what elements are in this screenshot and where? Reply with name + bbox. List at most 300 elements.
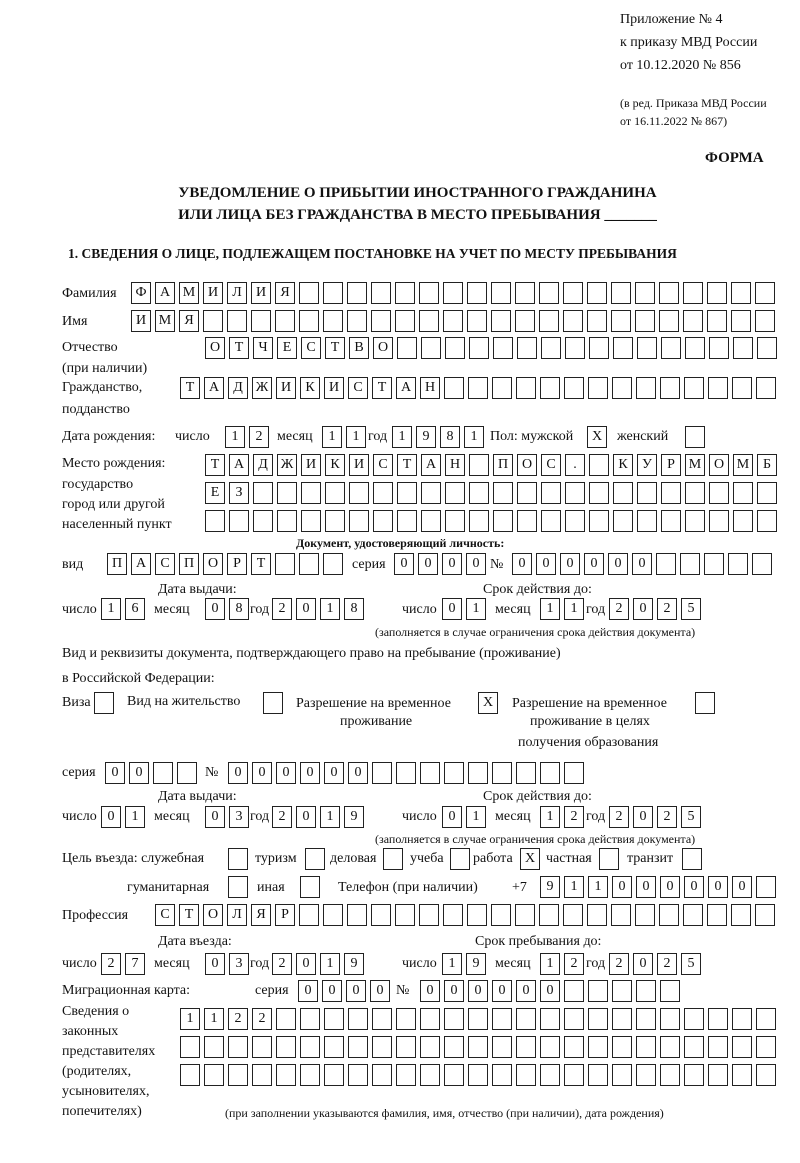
char-cell[interactable] xyxy=(395,310,415,332)
char-cell[interactable] xyxy=(348,1008,368,1030)
char-cell[interactable]: М xyxy=(733,454,753,476)
char-cell[interactable]: 0 xyxy=(105,762,125,784)
char-cell[interactable]: А xyxy=(131,553,151,575)
char-cell[interactable] xyxy=(728,553,748,575)
char-cell[interactable]: 5 xyxy=(681,953,701,975)
char-cell[interactable]: 0 xyxy=(468,980,488,1002)
char-cell[interactable]: О xyxy=(203,904,223,926)
char-cell[interactable] xyxy=(324,1036,344,1058)
char-cell[interactable] xyxy=(588,1036,608,1058)
char-cell[interactable] xyxy=(372,1036,392,1058)
char-cell[interactable] xyxy=(493,510,513,532)
char-cell[interactable] xyxy=(468,1036,488,1058)
char-cell[interactable]: 1 xyxy=(540,806,560,828)
char-cell[interactable]: 0 xyxy=(346,980,366,1002)
char-cell[interactable] xyxy=(707,282,727,304)
char-cell[interactable]: 1 xyxy=(101,598,121,620)
char-cell[interactable] xyxy=(444,1036,464,1058)
char-cell[interactable] xyxy=(612,377,632,399)
purpose-humanitarian-checkbox[interactable] xyxy=(228,876,248,898)
char-cell[interactable] xyxy=(683,904,703,926)
char-cell[interactable] xyxy=(420,1064,440,1086)
char-cell[interactable] xyxy=(419,310,439,332)
char-cell[interactable]: И xyxy=(203,282,223,304)
char-cell[interactable] xyxy=(756,1036,776,1058)
char-cell[interactable]: 0 xyxy=(442,553,462,575)
char-cell[interactable] xyxy=(612,1064,632,1086)
char-cell[interactable] xyxy=(756,1008,776,1030)
char-cell[interactable] xyxy=(516,377,536,399)
rd-valid-year[interactable] xyxy=(609,806,701,828)
char-cell[interactable] xyxy=(349,510,369,532)
char-cell[interactable] xyxy=(637,482,657,504)
char-cell[interactable]: 0 xyxy=(633,598,653,620)
char-cell[interactable] xyxy=(445,510,465,532)
char-cell[interactable]: 0 xyxy=(540,980,560,1002)
char-cell[interactable] xyxy=(492,1036,512,1058)
name-field[interactable] xyxy=(131,310,775,332)
char-cell[interactable] xyxy=(709,482,729,504)
char-cell[interactable]: 1 xyxy=(588,876,608,898)
char-cell[interactable]: О xyxy=(709,454,729,476)
char-cell[interactable] xyxy=(589,454,609,476)
char-cell[interactable]: С xyxy=(155,904,175,926)
reps-line2[interactable] xyxy=(180,1036,776,1058)
char-cell[interactable]: 8 xyxy=(440,426,460,448)
char-cell[interactable] xyxy=(419,282,439,304)
char-cell[interactable] xyxy=(636,1008,656,1030)
char-cell[interactable] xyxy=(469,454,489,476)
char-cell[interactable] xyxy=(684,1036,704,1058)
rd-valid-day[interactable] xyxy=(442,806,486,828)
char-cell[interactable] xyxy=(348,1064,368,1086)
char-cell[interactable] xyxy=(684,1064,704,1086)
char-cell[interactable]: 2 xyxy=(609,953,629,975)
char-cell[interactable] xyxy=(515,310,535,332)
char-cell[interactable]: 9 xyxy=(344,806,364,828)
char-cell[interactable]: 0 xyxy=(296,598,316,620)
char-cell[interactable]: К xyxy=(300,377,320,399)
char-cell[interactable]: 5 xyxy=(681,806,701,828)
char-cell[interactable]: 1 xyxy=(564,598,584,620)
entry-day[interactable] xyxy=(101,953,145,975)
char-cell[interactable]: В xyxy=(349,337,369,359)
id-valid-day[interactable] xyxy=(442,598,486,620)
char-cell[interactable]: 1 xyxy=(320,806,340,828)
char-cell[interactable] xyxy=(299,282,319,304)
char-cell[interactable] xyxy=(421,510,441,532)
char-cell[interactable]: А xyxy=(229,454,249,476)
char-cell[interactable] xyxy=(275,310,295,332)
char-cell[interactable] xyxy=(708,1008,728,1030)
birth-year-field[interactable] xyxy=(392,426,484,448)
rd-issue-day[interactable] xyxy=(101,806,145,828)
char-cell[interactable]: О xyxy=(373,337,393,359)
id-kind-field[interactable] xyxy=(107,553,343,575)
char-cell[interactable]: 1 xyxy=(464,426,484,448)
char-cell[interactable] xyxy=(325,482,345,504)
char-cell[interactable] xyxy=(396,1008,416,1030)
char-cell[interactable] xyxy=(517,482,537,504)
char-cell[interactable] xyxy=(252,1036,272,1058)
char-cell[interactable] xyxy=(492,762,512,784)
purpose-official-checkbox[interactable] xyxy=(228,848,248,870)
char-cell[interactable]: Р xyxy=(227,553,247,575)
birthplace-line2[interactable] xyxy=(205,482,777,504)
char-cell[interactable]: 0 xyxy=(348,762,368,784)
char-cell[interactable] xyxy=(637,510,657,532)
char-cell[interactable]: 0 xyxy=(632,553,652,575)
char-cell[interactable]: П xyxy=(493,454,513,476)
char-cell[interactable] xyxy=(324,1008,344,1030)
char-cell[interactable] xyxy=(732,1064,752,1086)
char-cell[interactable]: Ч xyxy=(253,337,273,359)
char-cell[interactable] xyxy=(300,1036,320,1058)
char-cell[interactable] xyxy=(565,482,585,504)
char-cell[interactable] xyxy=(756,377,776,399)
char-cell[interactable] xyxy=(757,337,777,359)
char-cell[interactable]: 1 xyxy=(322,426,342,448)
char-cell[interactable]: И xyxy=(131,310,151,332)
char-cell[interactable] xyxy=(731,310,751,332)
char-cell[interactable] xyxy=(347,904,367,926)
char-cell[interactable]: . xyxy=(565,454,585,476)
char-cell[interactable] xyxy=(443,282,463,304)
stay-until-day[interactable] xyxy=(442,953,486,975)
char-cell[interactable]: 0 xyxy=(394,553,414,575)
reps-line1[interactable] xyxy=(180,1008,776,1030)
char-cell[interactable] xyxy=(276,1036,296,1058)
char-cell[interactable]: Т xyxy=(397,454,417,476)
char-cell[interactable] xyxy=(637,337,657,359)
char-cell[interactable] xyxy=(656,553,676,575)
char-cell[interactable] xyxy=(659,310,679,332)
char-cell[interactable] xyxy=(540,377,560,399)
char-cell[interactable]: 0 xyxy=(298,980,318,1002)
char-cell[interactable]: 0 xyxy=(536,553,556,575)
char-cell[interactable] xyxy=(683,310,703,332)
char-cell[interactable] xyxy=(204,1036,224,1058)
trp-checkbox[interactable]: X xyxy=(478,692,498,714)
char-cell[interactable] xyxy=(467,310,487,332)
char-cell[interactable] xyxy=(348,1036,368,1058)
char-cell[interactable]: Я xyxy=(275,282,295,304)
char-cell[interactable] xyxy=(756,876,776,898)
char-cell[interactable] xyxy=(276,1008,296,1030)
id-valid-month[interactable] xyxy=(540,598,584,620)
char-cell[interactable] xyxy=(300,1008,320,1030)
char-cell[interactable] xyxy=(516,1036,536,1058)
char-cell[interactable] xyxy=(492,1008,512,1030)
char-cell[interactable] xyxy=(684,1008,704,1030)
char-cell[interactable]: 0 xyxy=(444,980,464,1002)
char-cell[interactable]: Е xyxy=(205,482,225,504)
char-cell[interactable] xyxy=(299,904,319,926)
char-cell[interactable]: Я xyxy=(179,310,199,332)
char-cell[interactable]: 0 xyxy=(492,980,512,1002)
char-cell[interactable] xyxy=(540,1036,560,1058)
char-cell[interactable] xyxy=(252,1064,272,1086)
char-cell[interactable] xyxy=(397,337,417,359)
char-cell[interactable]: 2 xyxy=(564,806,584,828)
char-cell[interactable] xyxy=(421,337,441,359)
char-cell[interactable] xyxy=(540,1064,560,1086)
char-cell[interactable] xyxy=(180,1064,200,1086)
birthplace-line3[interactable] xyxy=(205,510,777,532)
char-cell[interactable]: 0 xyxy=(205,598,225,620)
char-cell[interactable] xyxy=(468,1008,488,1030)
char-cell[interactable]: 6 xyxy=(125,598,145,620)
char-cell[interactable]: М xyxy=(155,310,175,332)
char-cell[interactable] xyxy=(707,904,727,926)
char-cell[interactable] xyxy=(444,1064,464,1086)
char-cell[interactable] xyxy=(421,482,441,504)
char-cell[interactable] xyxy=(587,310,607,332)
char-cell[interactable]: 1 xyxy=(346,426,366,448)
char-cell[interactable] xyxy=(659,904,679,926)
char-cell[interactable]: 0 xyxy=(608,553,628,575)
char-cell[interactable] xyxy=(733,482,753,504)
char-cell[interactable]: Т xyxy=(372,377,392,399)
char-cell[interactable] xyxy=(755,904,775,926)
char-cell[interactable] xyxy=(204,1064,224,1086)
char-cell[interactable]: К xyxy=(613,454,633,476)
char-cell[interactable] xyxy=(708,377,728,399)
char-cell[interactable]: Ф xyxy=(131,282,151,304)
char-cell[interactable]: 0 xyxy=(129,762,149,784)
rd-issue-month[interactable] xyxy=(205,806,249,828)
char-cell[interactable]: И xyxy=(301,454,321,476)
char-cell[interactable] xyxy=(372,1008,392,1030)
char-cell[interactable] xyxy=(445,482,465,504)
char-cell[interactable]: М xyxy=(685,454,705,476)
char-cell[interactable] xyxy=(660,980,680,1002)
char-cell[interactable]: 0 xyxy=(101,806,121,828)
char-cell[interactable] xyxy=(467,904,487,926)
char-cell[interactable]: 0 xyxy=(466,553,486,575)
char-cell[interactable]: 0 xyxy=(205,953,225,975)
char-cell[interactable] xyxy=(732,1036,752,1058)
char-cell[interactable] xyxy=(660,1064,680,1086)
char-cell[interactable]: 2 xyxy=(228,1008,248,1030)
char-cell[interactable]: И xyxy=(251,282,271,304)
char-cell[interactable] xyxy=(660,377,680,399)
char-cell[interactable]: 2 xyxy=(657,953,677,975)
char-cell[interactable] xyxy=(757,510,777,532)
char-cell[interactable]: 2 xyxy=(272,806,292,828)
char-cell[interactable]: Т xyxy=(180,377,200,399)
char-cell[interactable] xyxy=(323,310,343,332)
char-cell[interactable]: А xyxy=(421,454,441,476)
char-cell[interactable]: 5 xyxy=(681,598,701,620)
char-cell[interactable]: М xyxy=(179,282,199,304)
char-cell[interactable]: 9 xyxy=(416,426,436,448)
char-cell[interactable] xyxy=(371,282,391,304)
char-cell[interactable] xyxy=(396,762,416,784)
char-cell[interactable]: О xyxy=(517,454,537,476)
char-cell[interactable]: С xyxy=(301,337,321,359)
char-cell[interactable] xyxy=(685,337,705,359)
char-cell[interactable] xyxy=(731,904,751,926)
char-cell[interactable]: 1 xyxy=(320,598,340,620)
char-cell[interactable]: Ж xyxy=(252,377,272,399)
char-cell[interactable] xyxy=(635,282,655,304)
char-cell[interactable] xyxy=(611,904,631,926)
char-cell[interactable]: 2 xyxy=(272,598,292,620)
char-cell[interactable]: 0 xyxy=(252,762,272,784)
char-cell[interactable] xyxy=(516,1064,536,1086)
char-cell[interactable] xyxy=(635,904,655,926)
char-cell[interactable] xyxy=(373,510,393,532)
char-cell[interactable] xyxy=(275,553,295,575)
char-cell[interactable]: О xyxy=(203,553,223,575)
char-cell[interactable] xyxy=(563,310,583,332)
char-cell[interactable] xyxy=(516,1008,536,1030)
char-cell[interactable]: Д xyxy=(253,454,273,476)
char-cell[interactable] xyxy=(493,482,513,504)
char-cell[interactable] xyxy=(732,377,752,399)
char-cell[interactable] xyxy=(539,310,559,332)
id-issue-day[interactable] xyxy=(101,598,145,620)
char-cell[interactable] xyxy=(347,282,367,304)
id-issue-month[interactable] xyxy=(205,598,249,620)
char-cell[interactable] xyxy=(613,337,633,359)
char-cell[interactable]: 1 xyxy=(204,1008,224,1030)
char-cell[interactable] xyxy=(612,980,632,1002)
char-cell[interactable]: 2 xyxy=(252,1008,272,1030)
char-cell[interactable]: И xyxy=(324,377,344,399)
visa-checkbox[interactable] xyxy=(94,692,114,714)
char-cell[interactable] xyxy=(541,337,561,359)
char-cell[interactable] xyxy=(564,762,584,784)
char-cell[interactable] xyxy=(755,310,775,332)
char-cell[interactable] xyxy=(685,482,705,504)
char-cell[interactable]: 0 xyxy=(560,553,580,575)
char-cell[interactable] xyxy=(708,1036,728,1058)
char-cell[interactable] xyxy=(635,310,655,332)
patronymic-field[interactable] xyxy=(205,337,777,359)
char-cell[interactable] xyxy=(612,1036,632,1058)
char-cell[interactable]: 1 xyxy=(392,426,412,448)
char-cell[interactable] xyxy=(277,482,297,504)
char-cell[interactable] xyxy=(540,1008,560,1030)
char-cell[interactable] xyxy=(445,337,465,359)
char-cell[interactable] xyxy=(301,510,321,532)
char-cell[interactable]: Р xyxy=(275,904,295,926)
char-cell[interactable]: 0 xyxy=(612,876,632,898)
citizenship-field[interactable] xyxy=(180,377,776,399)
char-cell[interactable]: 0 xyxy=(442,598,462,620)
char-cell[interactable] xyxy=(372,762,392,784)
entry-year[interactable] xyxy=(272,953,364,975)
char-cell[interactable]: Т xyxy=(229,337,249,359)
char-cell[interactable]: 1 xyxy=(540,953,560,975)
char-cell[interactable]: 0 xyxy=(276,762,296,784)
char-cell[interactable]: Р xyxy=(661,454,681,476)
char-cell[interactable] xyxy=(420,762,440,784)
char-cell[interactable]: А xyxy=(396,377,416,399)
char-cell[interactable]: А xyxy=(155,282,175,304)
phone-field[interactable] xyxy=(540,876,776,898)
char-cell[interactable] xyxy=(588,1008,608,1030)
purpose-transit-checkbox[interactable] xyxy=(682,848,702,870)
id-number-field[interactable] xyxy=(512,553,772,575)
char-cell[interactable]: С xyxy=(348,377,368,399)
migration-number[interactable] xyxy=(420,980,680,1002)
char-cell[interactable]: 0 xyxy=(516,980,536,1002)
char-cell[interactable] xyxy=(659,282,679,304)
char-cell[interactable]: Л xyxy=(227,904,247,926)
char-cell[interactable] xyxy=(444,1008,464,1030)
char-cell[interactable] xyxy=(731,282,751,304)
right-doc-number[interactable] xyxy=(228,762,584,784)
char-cell[interactable] xyxy=(683,282,703,304)
char-cell[interactable] xyxy=(636,980,656,1002)
char-cell[interactable]: 2 xyxy=(101,953,121,975)
char-cell[interactable] xyxy=(228,1064,248,1086)
entry-month[interactable] xyxy=(205,953,249,975)
char-cell[interactable]: П xyxy=(179,553,199,575)
char-cell[interactable]: О xyxy=(205,337,225,359)
char-cell[interactable]: Т xyxy=(325,337,345,359)
char-cell[interactable] xyxy=(539,282,559,304)
char-cell[interactable] xyxy=(540,762,560,784)
char-cell[interactable] xyxy=(467,282,487,304)
char-cell[interactable] xyxy=(636,1036,656,1058)
char-cell[interactable]: 8 xyxy=(344,598,364,620)
char-cell[interactable] xyxy=(709,510,729,532)
char-cell[interactable]: Н xyxy=(420,377,440,399)
char-cell[interactable]: 9 xyxy=(344,953,364,975)
birth-day-field[interactable] xyxy=(225,426,269,448)
char-cell[interactable]: А xyxy=(204,377,224,399)
char-cell[interactable] xyxy=(636,1064,656,1086)
char-cell[interactable]: С xyxy=(155,553,175,575)
char-cell[interactable] xyxy=(589,337,609,359)
char-cell[interactable] xyxy=(276,1064,296,1086)
char-cell[interactable]: Б xyxy=(757,454,777,476)
char-cell[interactable] xyxy=(324,1064,344,1086)
char-cell[interactable]: 2 xyxy=(657,598,677,620)
char-cell[interactable] xyxy=(180,1036,200,1058)
char-cell[interactable] xyxy=(564,1064,584,1086)
char-cell[interactable]: 1 xyxy=(466,598,486,620)
char-cell[interactable] xyxy=(587,282,607,304)
char-cell[interactable] xyxy=(756,1064,776,1086)
purpose-other-checkbox[interactable] xyxy=(300,876,320,898)
purpose-work-checkbox[interactable]: X xyxy=(520,848,540,870)
char-cell[interactable] xyxy=(444,762,464,784)
char-cell[interactable] xyxy=(704,553,724,575)
char-cell[interactable] xyxy=(323,553,343,575)
char-cell[interactable] xyxy=(564,980,584,1002)
char-cell[interactable] xyxy=(517,337,537,359)
char-cell[interactable]: 1 xyxy=(466,806,486,828)
char-cell[interactable] xyxy=(153,762,173,784)
char-cell[interactable] xyxy=(612,1008,632,1030)
char-cell[interactable]: 9 xyxy=(540,876,560,898)
char-cell[interactable]: 0 xyxy=(370,980,390,1002)
char-cell[interactable]: И xyxy=(349,454,369,476)
char-cell[interactable]: З xyxy=(229,482,249,504)
char-cell[interactable]: 0 xyxy=(296,953,316,975)
char-cell[interactable]: С xyxy=(541,454,561,476)
char-cell[interactable] xyxy=(613,510,633,532)
char-cell[interactable] xyxy=(564,377,584,399)
char-cell[interactable]: Ж xyxy=(277,454,297,476)
char-cell[interactable] xyxy=(397,482,417,504)
char-cell[interactable] xyxy=(469,510,489,532)
